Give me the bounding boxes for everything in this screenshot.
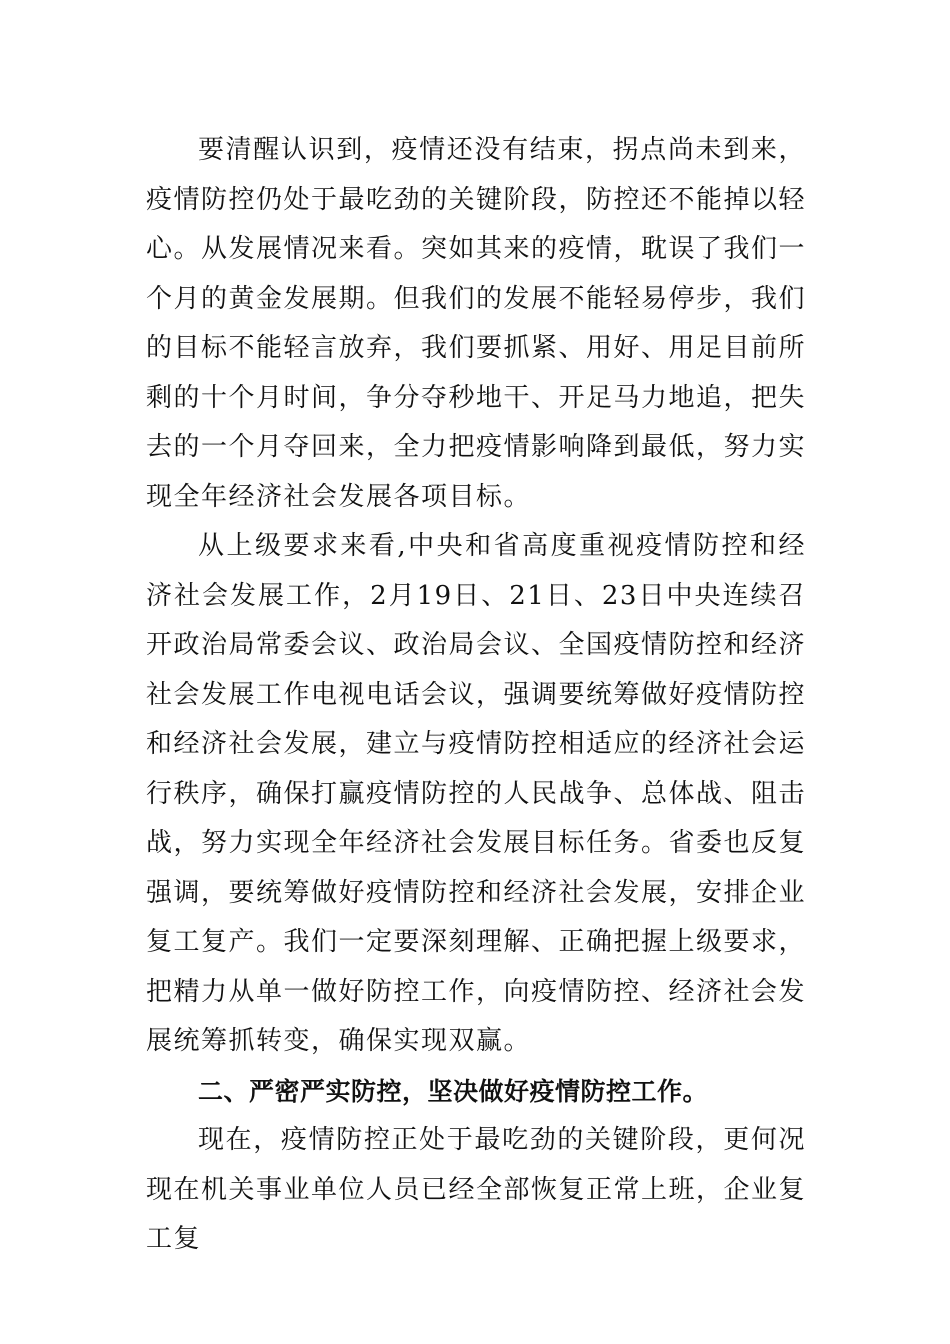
paragraph-current-situation: 现在，疫情防控正处于最吃劲的关键阶段，更何况现在机关事业单位人员已经全部恢复正常上班，企业复工复 — [146, 1125, 807, 1254]
section-heading: 二、严密严实防控，坚决做好疫情防控工作。 — [198, 1076, 709, 1106]
document-body — [146, 126, 806, 1265]
paragraph-superior-requirements: 从上级要求来看,中央和省高度重视疫情防控和经济社会发展工作，2月19日、21日、23日中央连续召开政治局常委会议、政治局会议、全国疫情防控和经济社会发展工作电视电话会议，强调要统筹做好疫情防控和经济社会发展，建立与疫情防控相适应的经济社会运行秩序，确保打赢疫情防控的人民战争、总体战、阻击战，努力实现全年经济社会发展目标任务。省委也反复强调，要统筹做好疫情防控和经济社会发展，安排企业复工复产。我们一定要深刻理解、正确把握上级要求，把精力从单一做好防控工作，向疫情防控、经济社会发展统筹抓转变，确保实现双赢。 — [146, 531, 807, 1056]
paragraph-awareness: 要清醒认识到，疫情还没有结束，拐点尚未到来，疫情防控仍处于最吃劲的关键阶段，防控还不能掉以轻心。从发展情况来看。突如其来的疫情，耽误了我们一个月的黄金发展期。但我们的发展不能轻易停步，我们的目标不能轻言放弃，我们要抓紧、用好、用足目前所剩的十个月时间，争分夺秒地干、开足马力地追，把失去的一个月夺回来，全力把疫情影响降到最低，努力实现全年经济社会发展各项目标。 — [146, 135, 807, 512]
